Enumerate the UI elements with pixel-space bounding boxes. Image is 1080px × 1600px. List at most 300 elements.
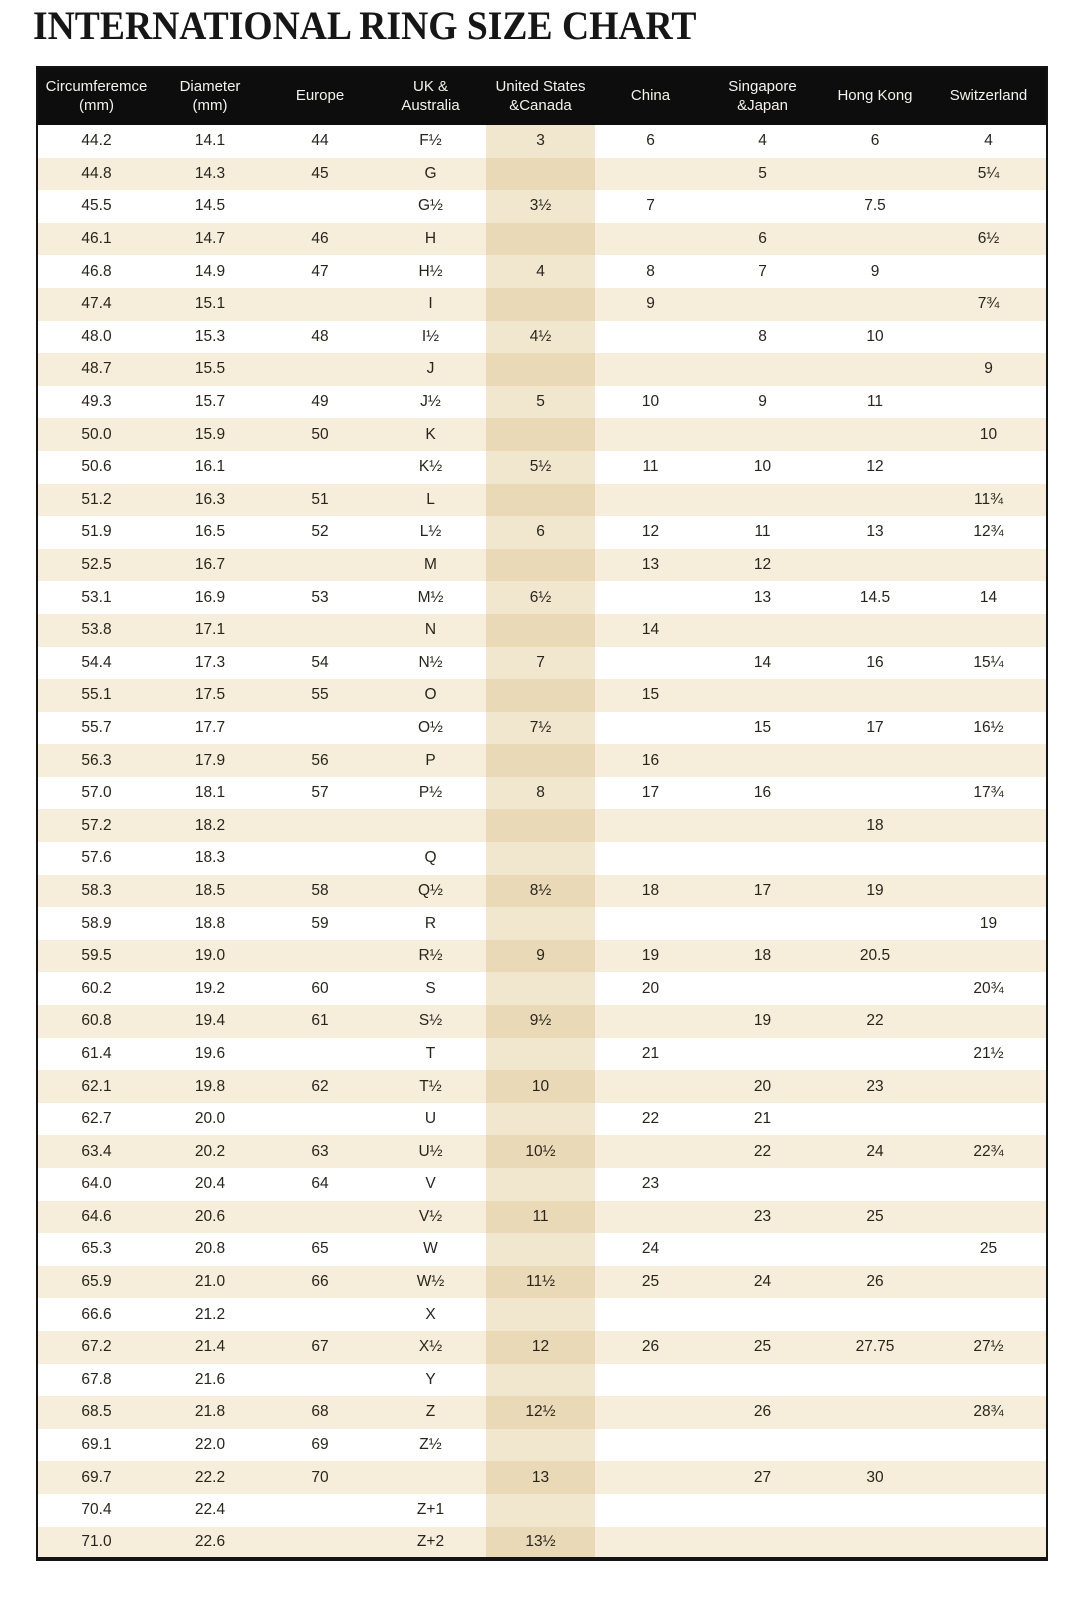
cell: 14.5: [859, 588, 891, 606]
cell: 64.6: [81, 1207, 112, 1225]
cell: [265, 940, 375, 973]
cell: 23: [641, 1175, 660, 1193]
cell: [265, 1494, 375, 1527]
cell: 63.4: [81, 1142, 112, 1160]
cell: T: [425, 1044, 436, 1062]
cell: 54: [311, 653, 329, 671]
cell: 11: [866, 393, 884, 411]
cell: 19.4: [194, 1012, 226, 1030]
cell: J½: [420, 393, 441, 411]
cell: [819, 288, 931, 321]
cell: 53.1: [81, 588, 112, 606]
cell: 22.0: [194, 1436, 226, 1454]
cell: [706, 1168, 819, 1201]
cell: 16: [641, 751, 660, 769]
cell: 61: [311, 1012, 329, 1030]
cell: 17.3: [194, 653, 226, 671]
cell: 4: [486, 255, 595, 288]
cell: 20.5: [859, 947, 891, 965]
table-row: [37, 809, 1047, 842]
cell: 6½: [977, 230, 1000, 248]
cell: 27.75: [855, 1338, 895, 1356]
cell: N½: [418, 653, 443, 671]
cell: 52.5: [81, 556, 112, 574]
cell: 21.4: [194, 1338, 226, 1356]
column-header: Circumferemce (mm): [45, 77, 148, 114]
cell: 22.2: [194, 1468, 226, 1486]
cell: [819, 1527, 931, 1560]
table-row: [37, 451, 1047, 484]
cell: 6: [486, 516, 595, 549]
cell: [931, 1103, 1047, 1136]
cell: 69: [311, 1436, 329, 1454]
cell: 15: [753, 718, 772, 736]
table-row: [37, 940, 1047, 973]
column-header: Diameter (mm): [179, 77, 241, 114]
cell: [931, 190, 1047, 223]
cell: 57: [311, 784, 329, 802]
cell: 25: [866, 1207, 884, 1225]
cell: 56.3: [81, 751, 112, 769]
cell: [595, 1298, 706, 1331]
table-row: [37, 875, 1047, 908]
cell: 67: [311, 1338, 329, 1356]
cell: 70: [311, 1468, 329, 1486]
cell: [486, 1168, 595, 1201]
cell: 26: [753, 1403, 772, 1421]
cell: 52: [311, 523, 329, 541]
cell: 22¾: [973, 1142, 1004, 1160]
cell: 65.3: [81, 1240, 112, 1258]
cell: 17.1: [194, 621, 226, 639]
cell: S½: [418, 1012, 443, 1030]
cell: [819, 907, 931, 940]
cell: 4: [758, 132, 767, 150]
cell: [706, 484, 819, 517]
cell: 20.2: [194, 1142, 226, 1160]
table-row: [37, 1005, 1047, 1038]
cell: [486, 1233, 595, 1266]
cell: 49.3: [81, 393, 112, 411]
cell: 16.5: [194, 523, 226, 541]
table-row: [37, 1429, 1047, 1462]
cell: L: [426, 490, 435, 508]
cell: 13: [486, 1461, 595, 1494]
cell: R½: [418, 947, 443, 965]
cell: 5¼: [977, 164, 1000, 182]
cell: 20.6: [194, 1207, 226, 1225]
cell: 16.7: [194, 556, 226, 574]
cell: 67.2: [81, 1338, 112, 1356]
cell: 22: [753, 1142, 772, 1160]
table-row: [37, 1494, 1047, 1527]
cell: 58.3: [81, 881, 112, 899]
cell: 18.8: [194, 914, 226, 932]
cell: [486, 353, 595, 386]
table-row: [37, 190, 1047, 223]
cell: M: [424, 556, 437, 574]
column-header: UK & Australia: [401, 77, 460, 114]
table-row: [37, 223, 1047, 256]
cell: [595, 1070, 706, 1103]
cell: 55: [311, 686, 329, 704]
cell: [486, 907, 595, 940]
cell: [931, 1005, 1047, 1038]
table-row: [37, 842, 1047, 875]
cell: [486, 1298, 595, 1331]
table-row: [37, 1266, 1047, 1299]
cell: [931, 321, 1047, 354]
table-row: [37, 1135, 1047, 1168]
cell: 18.1: [194, 784, 226, 802]
cell: Z+2: [416, 1532, 445, 1550]
cell: 17.9: [194, 751, 226, 769]
cell: [819, 777, 931, 810]
cell: [931, 1364, 1047, 1397]
cell: 44.2: [81, 132, 112, 150]
cell: U: [424, 1110, 437, 1128]
cell: [595, 1364, 706, 1397]
cell: 64.0: [81, 1175, 112, 1193]
cell: 18: [753, 947, 772, 965]
cell: 16.1: [194, 458, 226, 476]
cell: 13½: [486, 1527, 595, 1560]
cell: [595, 321, 706, 354]
cell: 11¾: [973, 490, 1004, 508]
cell: 50.6: [81, 458, 112, 476]
cell: [706, 288, 819, 321]
cell: [931, 451, 1047, 484]
cell: 8: [646, 262, 655, 280]
cell: [595, 647, 706, 680]
table-body: [37, 125, 1047, 1559]
cell: [486, 1429, 595, 1462]
table-row: [37, 484, 1047, 517]
table-row: [37, 125, 1047, 158]
cell: [706, 744, 819, 777]
cell: 44: [311, 132, 329, 150]
cell: [595, 1005, 706, 1038]
cell: 69.7: [81, 1468, 112, 1486]
cell: [486, 614, 595, 647]
cell: 68: [311, 1403, 329, 1421]
cell: 4½: [486, 321, 595, 354]
cell: S: [425, 979, 436, 997]
cell: 11½: [486, 1266, 595, 1299]
cell: [486, 549, 595, 582]
cell: 10: [866, 327, 884, 345]
cell: 30: [866, 1468, 884, 1486]
cell: 44.8: [81, 164, 112, 182]
cell: 62.1: [81, 1077, 112, 1095]
cell: 19.2: [194, 979, 226, 997]
cell: 21½: [973, 1044, 1004, 1062]
cell: W½: [416, 1273, 445, 1291]
cell: 17.7: [194, 718, 226, 736]
cell: [595, 353, 706, 386]
ring-size-table: [36, 66, 1048, 1561]
cell: 10: [641, 393, 660, 411]
cell: [931, 875, 1047, 908]
cell: [595, 418, 706, 451]
cell: H: [424, 230, 437, 248]
cell: 5: [758, 164, 767, 182]
cell: [595, 223, 706, 256]
cell: [931, 842, 1047, 875]
cell: [595, 842, 706, 875]
cell: 68.5: [81, 1403, 112, 1421]
cell: 21.6: [194, 1370, 226, 1388]
cell: [265, 842, 375, 875]
cell: [486, 1103, 595, 1136]
cell: 9½: [486, 1005, 595, 1038]
cell: [706, 972, 819, 1005]
cell: 5: [486, 386, 595, 419]
table-row: [37, 907, 1047, 940]
table-row: [37, 1168, 1047, 1201]
cell: 11: [754, 523, 771, 541]
cell: 19.6: [194, 1044, 226, 1062]
cell: [486, 1364, 595, 1397]
cell: 9: [758, 393, 767, 411]
cell: 49: [311, 393, 329, 411]
cell: 5½: [486, 451, 595, 484]
cell: O: [424, 686, 437, 704]
cell: 23: [753, 1207, 772, 1225]
cell: 9: [486, 940, 595, 973]
table-row: [37, 516, 1047, 549]
cell: 61.4: [81, 1044, 112, 1062]
cell: 7: [646, 197, 655, 215]
cell: [486, 158, 595, 191]
cell: [265, 1298, 375, 1331]
cell: [819, 484, 931, 517]
cell: 58: [311, 881, 329, 899]
cell: 27½: [973, 1338, 1004, 1356]
cell: 14: [753, 653, 772, 671]
cell: [931, 1461, 1047, 1494]
cell: 66.6: [81, 1305, 112, 1323]
cell: 15.3: [194, 327, 226, 345]
cell: O½: [418, 718, 443, 736]
cell: X½: [418, 1338, 443, 1356]
cell: 18.5: [194, 881, 226, 899]
cell: [706, 1364, 819, 1397]
cell: 62: [311, 1077, 329, 1095]
cell: [819, 1429, 931, 1462]
cell: 50.0: [81, 425, 112, 443]
cell: 17: [641, 784, 660, 802]
cell: [706, 1429, 819, 1462]
cell: 12¾: [973, 523, 1004, 541]
cell: K: [425, 425, 436, 443]
cell: [265, 712, 375, 745]
cell: 13: [641, 556, 660, 574]
cell: [265, 1527, 375, 1560]
cell: 25: [753, 1338, 772, 1356]
cell: 47.4: [81, 295, 112, 313]
cell: 21.0: [194, 1273, 226, 1291]
cell: 19: [641, 947, 660, 965]
cell: I: [428, 295, 433, 313]
cell: [931, 1429, 1047, 1462]
cell: 6: [758, 230, 767, 248]
column-header: China: [630, 87, 671, 105]
cell: [265, 1103, 375, 1136]
cell: 14.7: [194, 230, 226, 248]
cell: [819, 1038, 931, 1071]
cell: 57.2: [81, 816, 112, 834]
cell: 12: [753, 556, 772, 574]
cell: [486, 484, 595, 517]
cell: 62.7: [81, 1110, 112, 1128]
table-row: [37, 418, 1047, 451]
cell: 56: [311, 751, 329, 769]
cell: [931, 1527, 1047, 1560]
cell: [486, 288, 595, 321]
cell: 16.9: [194, 588, 226, 606]
cell: 21: [753, 1110, 772, 1128]
cell: 65: [311, 1240, 329, 1258]
cell: 48: [311, 327, 329, 345]
cell: 6: [646, 132, 655, 150]
table-row: [37, 158, 1047, 191]
table-row: [37, 288, 1047, 321]
cell: [931, 1494, 1047, 1527]
table-row: [37, 255, 1047, 288]
cell: M½: [417, 588, 444, 606]
cell: 51.2: [81, 490, 112, 508]
cell: 20.4: [194, 1175, 226, 1193]
cell: 6½: [486, 581, 595, 614]
cell: 13: [866, 523, 884, 541]
table-row: [37, 1103, 1047, 1136]
cell: 24: [753, 1273, 772, 1291]
cell: [706, 679, 819, 712]
table-row: [37, 647, 1047, 680]
cell: [931, 1201, 1047, 1234]
table-row: [37, 614, 1047, 647]
cell: 19.0: [194, 947, 226, 965]
cell: 16: [753, 784, 772, 802]
cell: 27: [753, 1468, 772, 1486]
cell: 53.8: [81, 621, 112, 639]
cell: [265, 1364, 375, 1397]
cell: 15.9: [194, 425, 226, 443]
column-header: Europe: [295, 87, 345, 105]
cell: 15.5: [194, 360, 226, 378]
cell: 7.5: [864, 197, 886, 215]
cell: [931, 386, 1047, 419]
cell: 22.6: [194, 1532, 226, 1550]
cell: [486, 842, 595, 875]
cell: 11: [642, 458, 659, 476]
cell: 14.1: [194, 132, 226, 150]
cell: 46.1: [81, 230, 112, 248]
cell: 60.8: [81, 1012, 112, 1030]
cell: [265, 1201, 375, 1234]
cell: [595, 581, 706, 614]
cell: 14.9: [194, 262, 226, 280]
cell: 20.0: [194, 1110, 226, 1128]
cell: 9: [870, 262, 880, 280]
cell: [706, 190, 819, 223]
cell: 6: [870, 132, 880, 150]
table-row: [37, 744, 1047, 777]
table-row: [37, 1298, 1047, 1331]
cell: X: [425, 1305, 436, 1323]
cell: 23: [866, 1077, 884, 1095]
table-header: [37, 67, 1047, 125]
table-row: [37, 679, 1047, 712]
cell: 71.0: [81, 1532, 112, 1550]
cell: 67.8: [81, 1370, 112, 1388]
cell: Y: [425, 1370, 436, 1388]
cell: 15¼: [973, 653, 1004, 671]
cell: 18.3: [194, 849, 226, 867]
cell: [819, 972, 931, 1005]
cell: H½: [418, 262, 443, 280]
cell: F½: [419, 132, 442, 150]
cell: 59.5: [81, 947, 112, 965]
cell: [931, 614, 1047, 647]
cell: [595, 158, 706, 191]
cell: 15.7: [194, 393, 226, 411]
cell: 12: [866, 458, 884, 476]
cell: 58.9: [81, 914, 112, 932]
cell: 10: [486, 1070, 595, 1103]
cell: [595, 809, 706, 842]
cell: 14: [979, 588, 998, 606]
cell: T½: [419, 1077, 442, 1095]
cell: 22.4: [194, 1501, 226, 1519]
cell: 9: [646, 295, 655, 313]
cell: 19: [979, 914, 998, 932]
cell: 51: [311, 490, 329, 508]
cell: [595, 484, 706, 517]
cell: Q: [424, 849, 437, 867]
cell: [706, 418, 819, 451]
cell: 20.8: [194, 1240, 226, 1258]
cell: [706, 809, 819, 842]
cell: [706, 1298, 819, 1331]
cell: [819, 158, 931, 191]
cell: G: [424, 164, 437, 182]
cell: [595, 907, 706, 940]
cell: [819, 1298, 931, 1331]
cell: 8½: [486, 875, 595, 908]
cell: [595, 1527, 706, 1560]
cell: U½: [418, 1142, 443, 1160]
cell: V: [425, 1175, 436, 1193]
cell: [375, 809, 486, 842]
cell: 21.2: [194, 1305, 226, 1323]
column-header: Hong Kong: [837, 87, 913, 105]
cell: 57.6: [81, 849, 112, 867]
cell: 13: [753, 588, 772, 606]
cell: [706, 842, 819, 875]
cell: 3: [486, 125, 595, 158]
cell: [595, 712, 706, 745]
cell: [931, 1298, 1047, 1331]
cell: 19.8: [194, 1077, 226, 1095]
cell: K½: [418, 458, 443, 476]
cell: 20: [753, 1077, 772, 1095]
table-row: [37, 1527, 1047, 1560]
table-row: [37, 549, 1047, 582]
cell: 12: [641, 523, 660, 541]
cell: [931, 679, 1047, 712]
